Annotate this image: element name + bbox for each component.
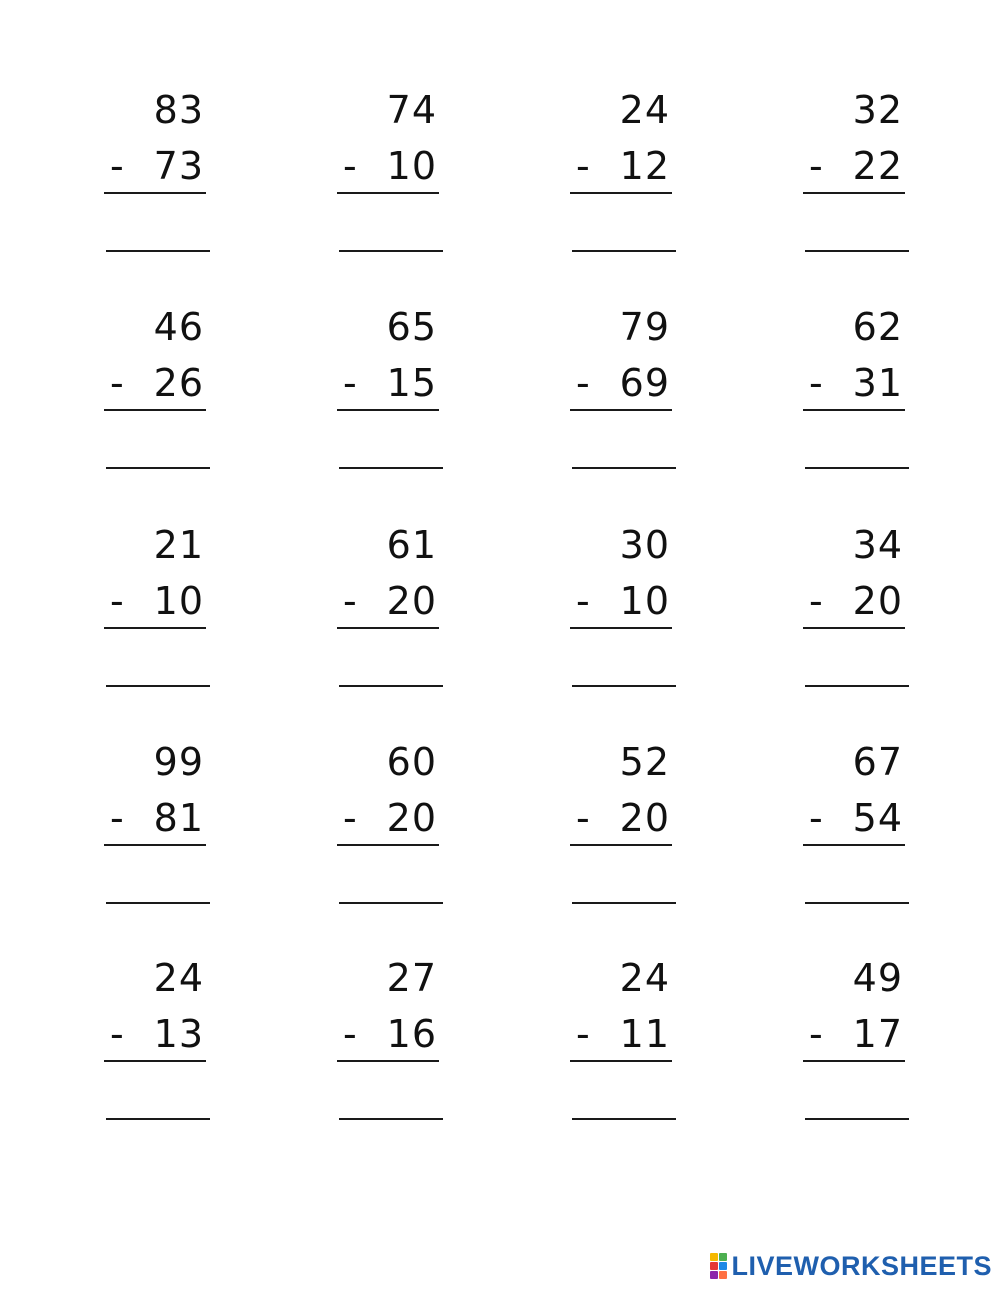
subtraction-problem [803, 307, 913, 497]
minus-sign: - [809, 796, 823, 840]
minus-sign: - [110, 1012, 124, 1056]
subtrahend-row [809, 146, 903, 186]
sum-line [104, 627, 206, 629]
answer-blank[interactable] [572, 685, 676, 687]
answer-blank[interactable] [339, 685, 443, 687]
subtrahend: 31 [852, 361, 903, 405]
subtraction-problem [803, 958, 913, 1148]
subtrahend-row [343, 363, 437, 403]
subtrahend: 16 [386, 1012, 437, 1056]
minuend: 24 [153, 956, 204, 1000]
minuend: 83 [153, 88, 204, 132]
sum-line [570, 1060, 672, 1062]
subtraction-problem [337, 90, 447, 280]
answer-blank[interactable] [106, 685, 210, 687]
subtrahend-row [110, 363, 204, 403]
subtraction-problem [337, 525, 447, 715]
logo-block [710, 1271, 718, 1279]
subtrahend: 20 [386, 796, 437, 840]
sum-line [803, 1060, 905, 1062]
subtrahend: 20 [619, 796, 670, 840]
subtraction-problem [104, 958, 214, 1148]
subtraction-problem [803, 525, 913, 715]
subtraction-problem [570, 307, 680, 497]
subtrahend-row [809, 798, 903, 838]
subtraction-problem [570, 90, 680, 280]
minus-sign: - [343, 1012, 357, 1056]
sum-line [104, 844, 206, 846]
subtrahend: 10 [153, 579, 204, 623]
subtrahend-row [576, 581, 670, 621]
minus-sign: - [343, 579, 357, 623]
logo-block [710, 1253, 718, 1261]
subtrahend: 10 [619, 579, 670, 623]
sum-line [803, 409, 905, 411]
minuend: 34 [852, 523, 903, 567]
logo-block [719, 1262, 727, 1270]
subtrahend-row [809, 581, 903, 621]
minuend: 32 [852, 88, 903, 132]
logo-icon [710, 1253, 727, 1279]
subtrahend-row [343, 581, 437, 621]
minuend: 24 [619, 88, 670, 132]
answer-blank[interactable] [572, 250, 676, 252]
subtraction-problem [104, 525, 214, 715]
minus-sign: - [110, 579, 124, 623]
sum-line [337, 409, 439, 411]
minuend: 30 [619, 523, 670, 567]
minus-sign: - [809, 144, 823, 188]
subtrahend-row [343, 1014, 437, 1054]
answer-blank[interactable] [805, 1118, 909, 1120]
sum-line [803, 192, 905, 194]
liveworksheets-logo [710, 1251, 992, 1281]
minus-sign: - [576, 361, 590, 405]
subtrahend-row [576, 146, 670, 186]
minus-sign: - [576, 144, 590, 188]
minus-sign: - [343, 361, 357, 405]
subtrahend: 10 [386, 144, 437, 188]
minus-sign: - [809, 579, 823, 623]
subtraction-problem [570, 742, 680, 932]
minus-sign: - [576, 579, 590, 623]
subtrahend: 15 [386, 361, 437, 405]
sum-line [570, 409, 672, 411]
answer-blank[interactable] [805, 250, 909, 252]
minuend: 52 [619, 740, 670, 784]
subtrahend-row [343, 146, 437, 186]
sum-line [104, 409, 206, 411]
subtrahend: 12 [619, 144, 670, 188]
subtrahend-row [110, 146, 204, 186]
subtrahend: 22 [852, 144, 903, 188]
minuend: 21 [153, 523, 204, 567]
subtrahend: 26 [153, 361, 204, 405]
logo-block [719, 1271, 727, 1279]
subtraction-problem [803, 742, 913, 932]
minuend: 99 [153, 740, 204, 784]
subtrahend: 73 [153, 144, 204, 188]
subtraction-problem [337, 307, 447, 497]
subtrahend: 81 [153, 796, 204, 840]
sum-line [570, 844, 672, 846]
subtrahend: 20 [386, 579, 437, 623]
answer-blank[interactable] [339, 467, 443, 469]
subtrahend-row [809, 1014, 903, 1054]
answer-blank[interactable] [106, 250, 210, 252]
answer-blank[interactable] [106, 1118, 210, 1120]
minus-sign: - [809, 1012, 823, 1056]
subtraction-problem [337, 958, 447, 1148]
sum-line [337, 627, 439, 629]
minuend: 74 [386, 88, 437, 132]
minus-sign: - [110, 144, 124, 188]
subtrahend: 11 [619, 1012, 670, 1056]
answer-blank[interactable] [339, 902, 443, 904]
subtrahend-row [809, 363, 903, 403]
sum-line [803, 844, 905, 846]
answer-blank[interactable] [572, 1118, 676, 1120]
minus-sign: - [576, 796, 590, 840]
answer-blank[interactable] [805, 685, 909, 687]
subtraction-problem [104, 742, 214, 932]
subtrahend: 69 [619, 361, 670, 405]
minuend: 24 [619, 956, 670, 1000]
subtrahend: 17 [852, 1012, 903, 1056]
minus-sign: - [809, 361, 823, 405]
sum-line [570, 192, 672, 194]
answer-blank[interactable] [106, 467, 210, 469]
sum-line [337, 192, 439, 194]
subtraction-problem [570, 958, 680, 1148]
logo-block [719, 1253, 727, 1261]
logo-text: LIVEWORKSHEETS [731, 1250, 992, 1281]
sum-line [104, 1060, 206, 1062]
subtrahend-row [110, 1014, 204, 1054]
minuend: 27 [386, 956, 437, 1000]
subtraction-problem [104, 90, 214, 280]
answer-blank[interactable] [572, 902, 676, 904]
minus-sign: - [110, 361, 124, 405]
answer-blank[interactable] [339, 1118, 443, 1120]
answer-blank[interactable] [339, 250, 443, 252]
answer-blank[interactable] [805, 467, 909, 469]
minuend: 49 [852, 956, 903, 1000]
sum-line [337, 1060, 439, 1062]
subtrahend-row [110, 581, 204, 621]
subtraction-problem [337, 742, 447, 932]
minus-sign: - [110, 796, 124, 840]
sum-line [337, 844, 439, 846]
subtrahend: 13 [153, 1012, 204, 1056]
minus-sign: - [343, 144, 357, 188]
answer-blank[interactable] [106, 902, 210, 904]
subtrahend-row [576, 798, 670, 838]
subtrahend: 20 [852, 579, 903, 623]
subtrahend-row [110, 798, 204, 838]
minus-sign: - [576, 1012, 590, 1056]
sum-line [570, 627, 672, 629]
subtrahend: 54 [852, 796, 903, 840]
subtrahend-row [576, 363, 670, 403]
minuend: 79 [619, 305, 670, 349]
minuend: 62 [852, 305, 903, 349]
sum-line [803, 627, 905, 629]
subtraction-problem [570, 525, 680, 715]
subtrahend-row [343, 798, 437, 838]
answer-blank[interactable] [805, 902, 909, 904]
minuend: 46 [153, 305, 204, 349]
minus-sign: - [343, 796, 357, 840]
answer-blank[interactable] [572, 467, 676, 469]
minuend: 67 [852, 740, 903, 784]
subtraction-problem [104, 307, 214, 497]
minuend: 60 [386, 740, 437, 784]
subtrahend-row [576, 1014, 670, 1054]
minuend: 65 [386, 305, 437, 349]
sum-line [104, 192, 206, 194]
minuend: 61 [386, 523, 437, 567]
subtraction-problem [803, 90, 913, 280]
logo-block [710, 1262, 718, 1270]
